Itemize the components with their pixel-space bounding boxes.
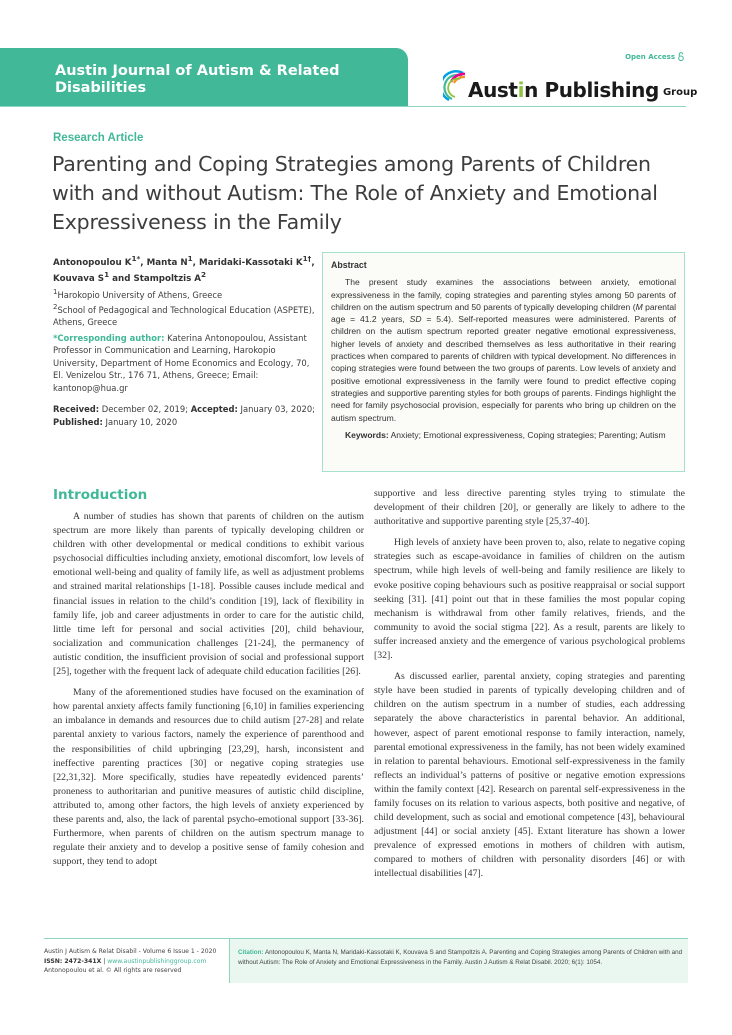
affiliation-1: $^1$Harokopio University of Athens, Greece <box>53 287 223 300</box>
paragraph: A number of studies has shown that parents of children on the autism spectrum are more likely than parents of typically developing children or children with other developmental or medical conditions to exhibit various psychosocial difficulties including anxiety, emotional discomfort, low levels of emotional well-being and quality of family life, as well as adjustment problems and strained marital relationships [1-18]. Possible causes include medical and financial issues in relation to the child’s condition [19], lack of flexibility in family life, job and career adjustments in order to care for the autistic child, little time left for personal and social activities [20], child behaviour, socialization and communication challenges [21-24], the permanency of autistic condition, the insufficient provision of social and professional support [25], together with the frequent lack of adequate child education facilities [26]. <box>53 511 364 678</box>
keywords: Keywords: Anxiety; Emotional expressiveness, Coping strategies; Parenting; Autism <box>345 429 666 440</box>
open-access-label: Open Access <box>625 52 675 61</box>
citation-label: Citation: <box>238 949 264 956</box>
footer-journal-info <box>44 939 230 983</box>
abstract-box <box>322 252 685 472</box>
footer-journal-line: Austin J Autism & Relat Disabil - Volume 6 Issue 1 - 2020 <box>44 948 217 955</box>
affiliation-2: $^2$School of Pedagogical and Technological Education (ASPETE), Athens, Greece <box>53 303 315 328</box>
authors-block <box>53 253 315 428</box>
footer-citation <box>230 939 688 983</box>
publisher-logo-swoosh-icon <box>443 70 467 102</box>
publisher-logo[interactable] <box>443 68 697 102</box>
page-footer <box>44 938 688 983</box>
section-heading-introduction: Introduction <box>53 487 148 503</box>
open-access-badge[interactable] <box>625 52 684 61</box>
paragraph: Many of the aforementioned studies have focused on the examination of how parental anxiety affects family functioning [6,10] in families experiencing an imbalance in demands and resources due to child autism [27-28] and relate parental anxiety to various factors, namely the experience of parenthood and the responsibilities of child upbringing [23,29], harsh, inconsistent and ineffective parenting practices [30] or negative coping strategies use [22,31,32]. More specifically, studies have repeatedly evidenced parents’ proneness to authoritarian and punitive measures of autistic child discipline, attributed to, among other factors, the high levels of anxiety experienced by these parents and, also, the lack of parental psycho-emotional support [33-36]. Furthermore, when parents of children on the autism spectrum manage to regulate their anxiety and to develop a positive sense of family cohesion and support, they tend to adopt <box>53 687 364 868</box>
header-divider <box>0 106 686 107</box>
publisher-group: Group <box>662 87 698 98</box>
body-column-right <box>374 487 685 889</box>
paragraph: supportive and less directive parenting styles trying to stimulate the development of their children [20], or generally are likely to adhere to the authoritative and supportive parenting style [25,37-40]. <box>374 488 685 528</box>
footer-website-link[interactable]: www.austinpublishinggroup.com <box>107 957 207 965</box>
article-title: Parenting and Coping Strategies among Parents of Children with and without Autism: The Role of Anxiety and Emotional Expressiveness in the Family <box>52 152 658 234</box>
paragraph: As discussed earlier, parental anxiety, coping strategies and parenting style have been studied in parents of typically developing children and of children on the autism spectrum in a number of studies, each addressing separately the above characteristics in parental behavior. An additional, however, aspect of parent emotional response to family interaction, namely, parental emotional expressiveness in the family, has not been widely examined in relation to parental behaviours. Emotional self-expressiveness in the family reflects an individual’s patterns of positive or negative emotion expressions within the family context [42]. Research on parental self-expressiveness in the family focuses on its relation to various aspects, both positive and negative, of child development, such as social and emotional competence [43], behavioural adjustment [44] or social anxiety [45]. Extant literature has shown a lower prevalence of expressed emotions in mothers of children with autism, compared to mothers of children with personality disorders [46] or with intellectual disabilities [47]. <box>374 671 685 880</box>
open-lock-icon <box>678 52 684 61</box>
body-column-left <box>53 486 364 876</box>
citation-text: Antonopoulou K, Manta N, Maridaki-Kassotaki K, Kouvava S and Stampoltzis A. Parenting and Coping Strategies among Parents of Children with and without Autism: The Role of Anxiety and Emotional Expressiveness in the Family. Austin J Autism & Relat Disabil. 2020; 6(1): 1054. <box>238 949 683 966</box>
paragraph: High levels of anxiety have been proven to, also, relate to negative coping strategies such as escape-avoidance in families of children on the autism spectrum, while high levels of well-being and family resilience are likely to evoke positive coping behaviours such as positive reappraisal or social support seeking [31]. [41] point out that in these families the most popular coping mechanism is withdrawal from other family relatives, friends, and the community to avoid the social stigma [22]. As a result, parents are likely to suffer increased anxiety and the emergence of various psychological problems [32]. <box>374 537 685 662</box>
publisher-brand: Austin Publishing <box>468 78 659 102</box>
footer-rights: Antonopoulou et al. © All rights are reserved <box>44 967 182 974</box>
article-type: Research Article <box>53 132 144 144</box>
publication-dates: Received: December 02, 2019; Accepted: January 03, 2020; Published: January 10, 2020 <box>53 404 316 427</box>
journal-name: Austin Journal of Autism & Related Disabilities <box>55 63 340 96</box>
abstract-text: The present study examines the associations between anxiety, emotional expressiveness in the family, coping strategies and parenting styles among 50 parents of children on the autism spectrum and 50 parents of typically developing children (M parental age = 41.2 years, SD = 5.4). Self-reported measures were administered. Parents of children on the autism spectrum reported greater negative emotional expressiveness, higher levels of anxiety and described themselves as less authoritative in their rearing practices when compared to parents of children with typical development. No differences in coping strategies were found between the two groups of parents. Low levels of anxiety and positive emotional expressiveness in the family were found to predict effective coping strategies and supportive parenting styles for both groups of parents. Findings highlight the need for family psychosocial provision, especially for parents who bring up children on the autism spectrum. <box>331 277 676 423</box>
author-list: Antonopoulou $K^{1*}$, Manta $N^1$, Maridaki-Kassotaki $K^{1\dagger}$, Kouvava $S^1$ and Stampoltzis $A^2$ <box>53 254 315 285</box>
abstract-heading: Abstract <box>331 260 367 270</box>
corresponding-author: *Corresponding author: Katerina Antonopoulou, Assistant Professor in Communication and Learning, Harokopio University, Department of Home Economics and Ecology, 70, El. Venizelou Str., 176 71, Athens, Greece; Email: kantonop@hua.gr <box>53 332 310 393</box>
footer-issn-line: ISSN: 2472-341X | www.austinpublishinggroup.com <box>44 957 207 965</box>
